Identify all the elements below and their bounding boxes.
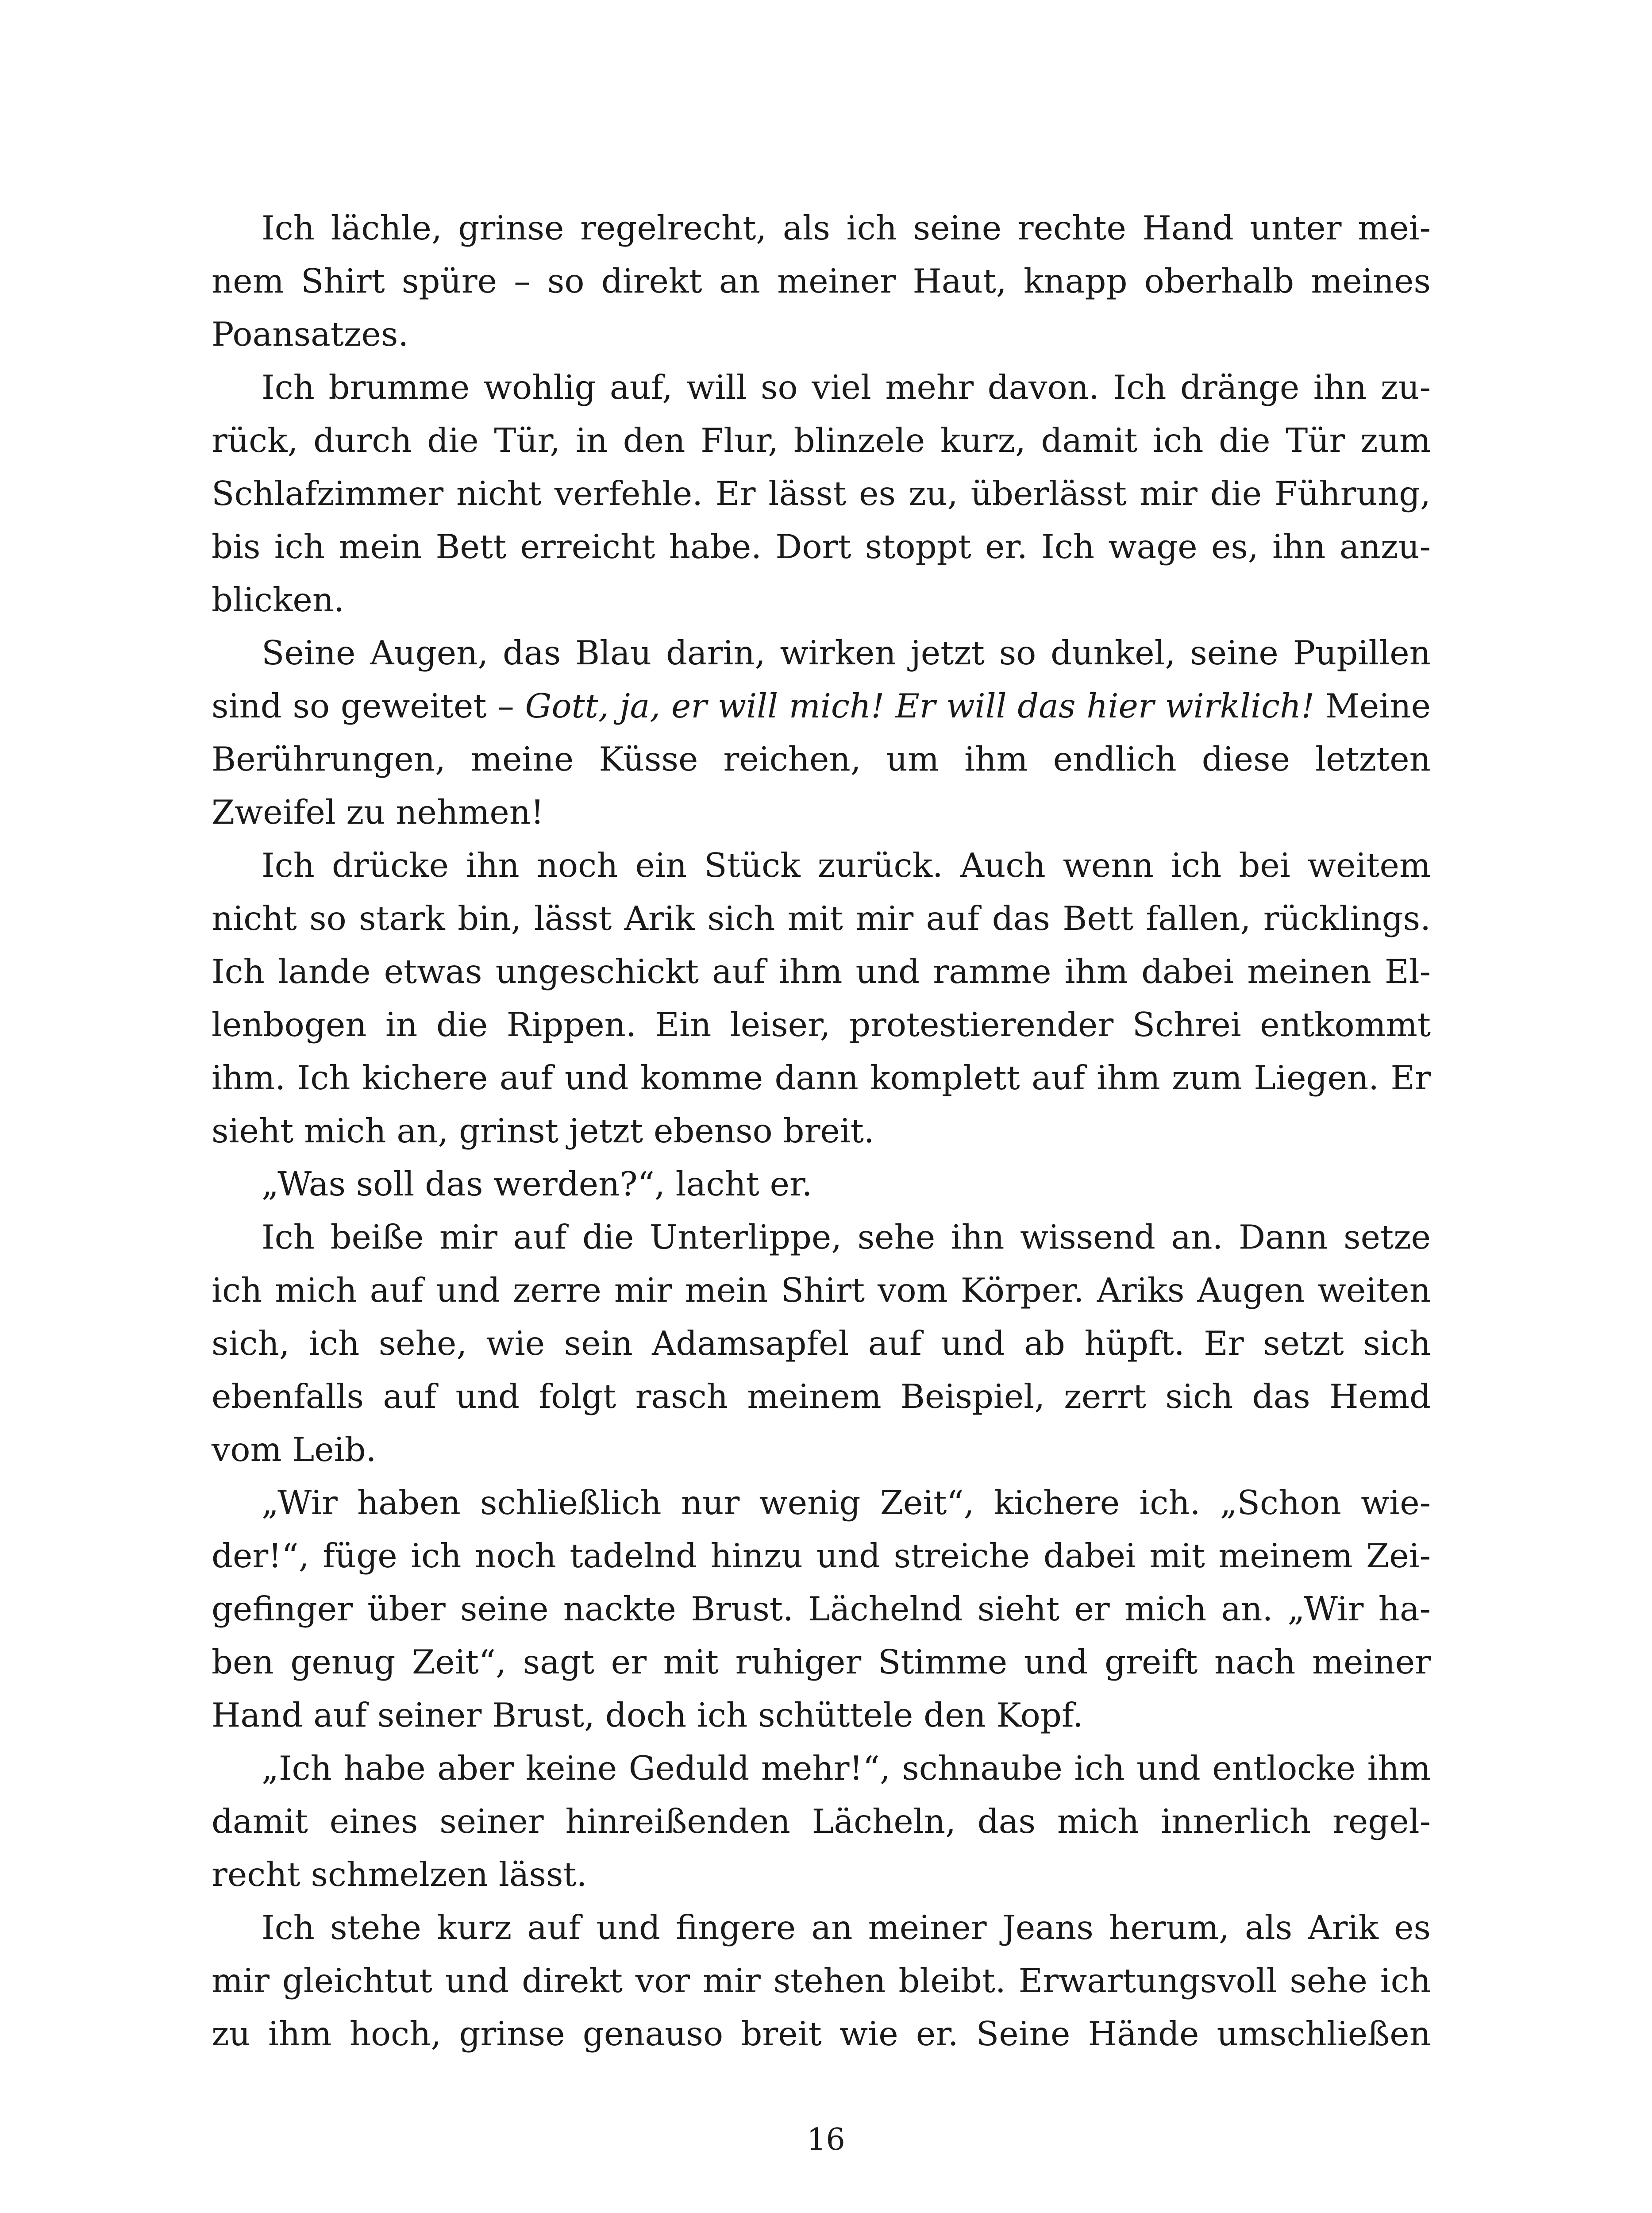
text-line: Schlafzimmer nicht verfehle. Er lässt es zu, überlässt mir die Führung, [212,474,1431,513]
text-line: mir gleichtut und direkt vor mir stehen bleibt. Erwartungsvoll sehe ich [212,1961,1431,2000]
text-line: gefinger über seine nackte Brust. Lächelnd sieht er mich an. „Wir ha- [212,1589,1431,1628]
text-line: nicht so stark bin, lässt Arik sich mit mir auf das Bett fallen, rücklings. [212,899,1431,938]
page-number: 16 [807,2122,845,2157]
text-line: vom Leib. [212,1430,377,1469]
text-line: Ich lächle, grinse regelrecht, als ich seine rechte Hand unter mei- [262,208,1431,247]
text-line: zu ihm hoch, grinse genauso breit wie er. Seine Hände umschließen [212,2014,1431,2053]
text-line: sieht mich an, grinst jetzt ebenso breit. [212,1111,874,1150]
text-line: Seine Augen, das Blau darin, wirken jetzt so dunkel, seine Pupillen [262,633,1431,672]
text-line: Ich drücke ihn noch ein Stück zurück. Auch wenn ich bei weitem [262,846,1431,885]
text-line: ebenfalls auf und folgt rasch meinem Beispiel, zerrt sich das Hemd [212,1377,1431,1416]
text-line: „Wir haben schließlich nur wenig Zeit“, kichere ich. „Schon wie- [262,1483,1431,1522]
text-line: ben genug Zeit“, sagt er mit ruhiger Stimme und greift nach meiner [212,1642,1431,1681]
text-line: Poansatzes. [212,315,409,354]
text-line: ihm. Ich kichere auf und komme dann komplett auf ihm zum Liegen. Er [212,1058,1431,1097]
text-line: sind so geweitet – Gott, ja, er will mich! Er will das hier wirklich! Meine [212,686,1431,725]
text-line: rück, durch die Tür, in den Flur, blinzele kurz, damit ich die Tür zum [212,421,1431,460]
text-line: nem Shirt spüre – so direkt an meiner Haut, knapp oberhalb meines [212,262,1431,301]
text-line: Berührungen, meine Küsse reichen, um ihm endlich diese letzten [212,740,1431,779]
text-line: Hand auf seiner Brust, doch ich schüttele den Kopf. [212,1696,1083,1735]
text-line: blicken. [212,580,344,619]
text-line: Ich beiße mir auf die Unterlippe, sehe ihn wissend an. Dann setze [262,1218,1431,1257]
text-line: damit eines seiner hinreißenden Lächeln, das mich innerlich regel- [212,1802,1431,1841]
text-line: bis ich mein Bett erreicht habe. Dort stoppt er. Ich wage es, ihn anzu- [212,527,1431,566]
text-line: Ich stehe kurz auf und fingere an meiner Jeans herum, als Arik es [262,1908,1431,1947]
text-line: Ich brumme wohlig auf, will so viel mehr davon. Ich dränge ihn zu- [262,368,1431,407]
text-line: „Ich habe aber keine Geduld mehr!“, schnaube ich und entlocke ihm [262,1749,1431,1788]
text-line: recht schmelzen lässt. [212,1855,587,1894]
text-line: der!“, füge ich noch tadelnd hinzu und streiche dabei mit meinem Zei- [212,1536,1431,1575]
text-line: Ich lande etwas ungeschickt auf ihm und ramme ihm dabei meinen El- [212,952,1431,991]
text-line: Zweifel zu nehmen! [212,793,544,832]
text-line: ich mich auf und zerre mir mein Shirt vom Körper. Ariks Augen weiten [212,1271,1431,1310]
text-line: „Was soll das werden?“, lacht er. [262,1164,813,1203]
body-text [212,201,1431,2060]
text-line: sich, ich sehe, wie sein Adamsapfel auf und ab hüpft. Er setzt sich [212,1324,1431,1363]
text-line: lenbogen in die Rippen. Ein leiser, protestierender Schrei entkommt [212,1005,1431,1044]
